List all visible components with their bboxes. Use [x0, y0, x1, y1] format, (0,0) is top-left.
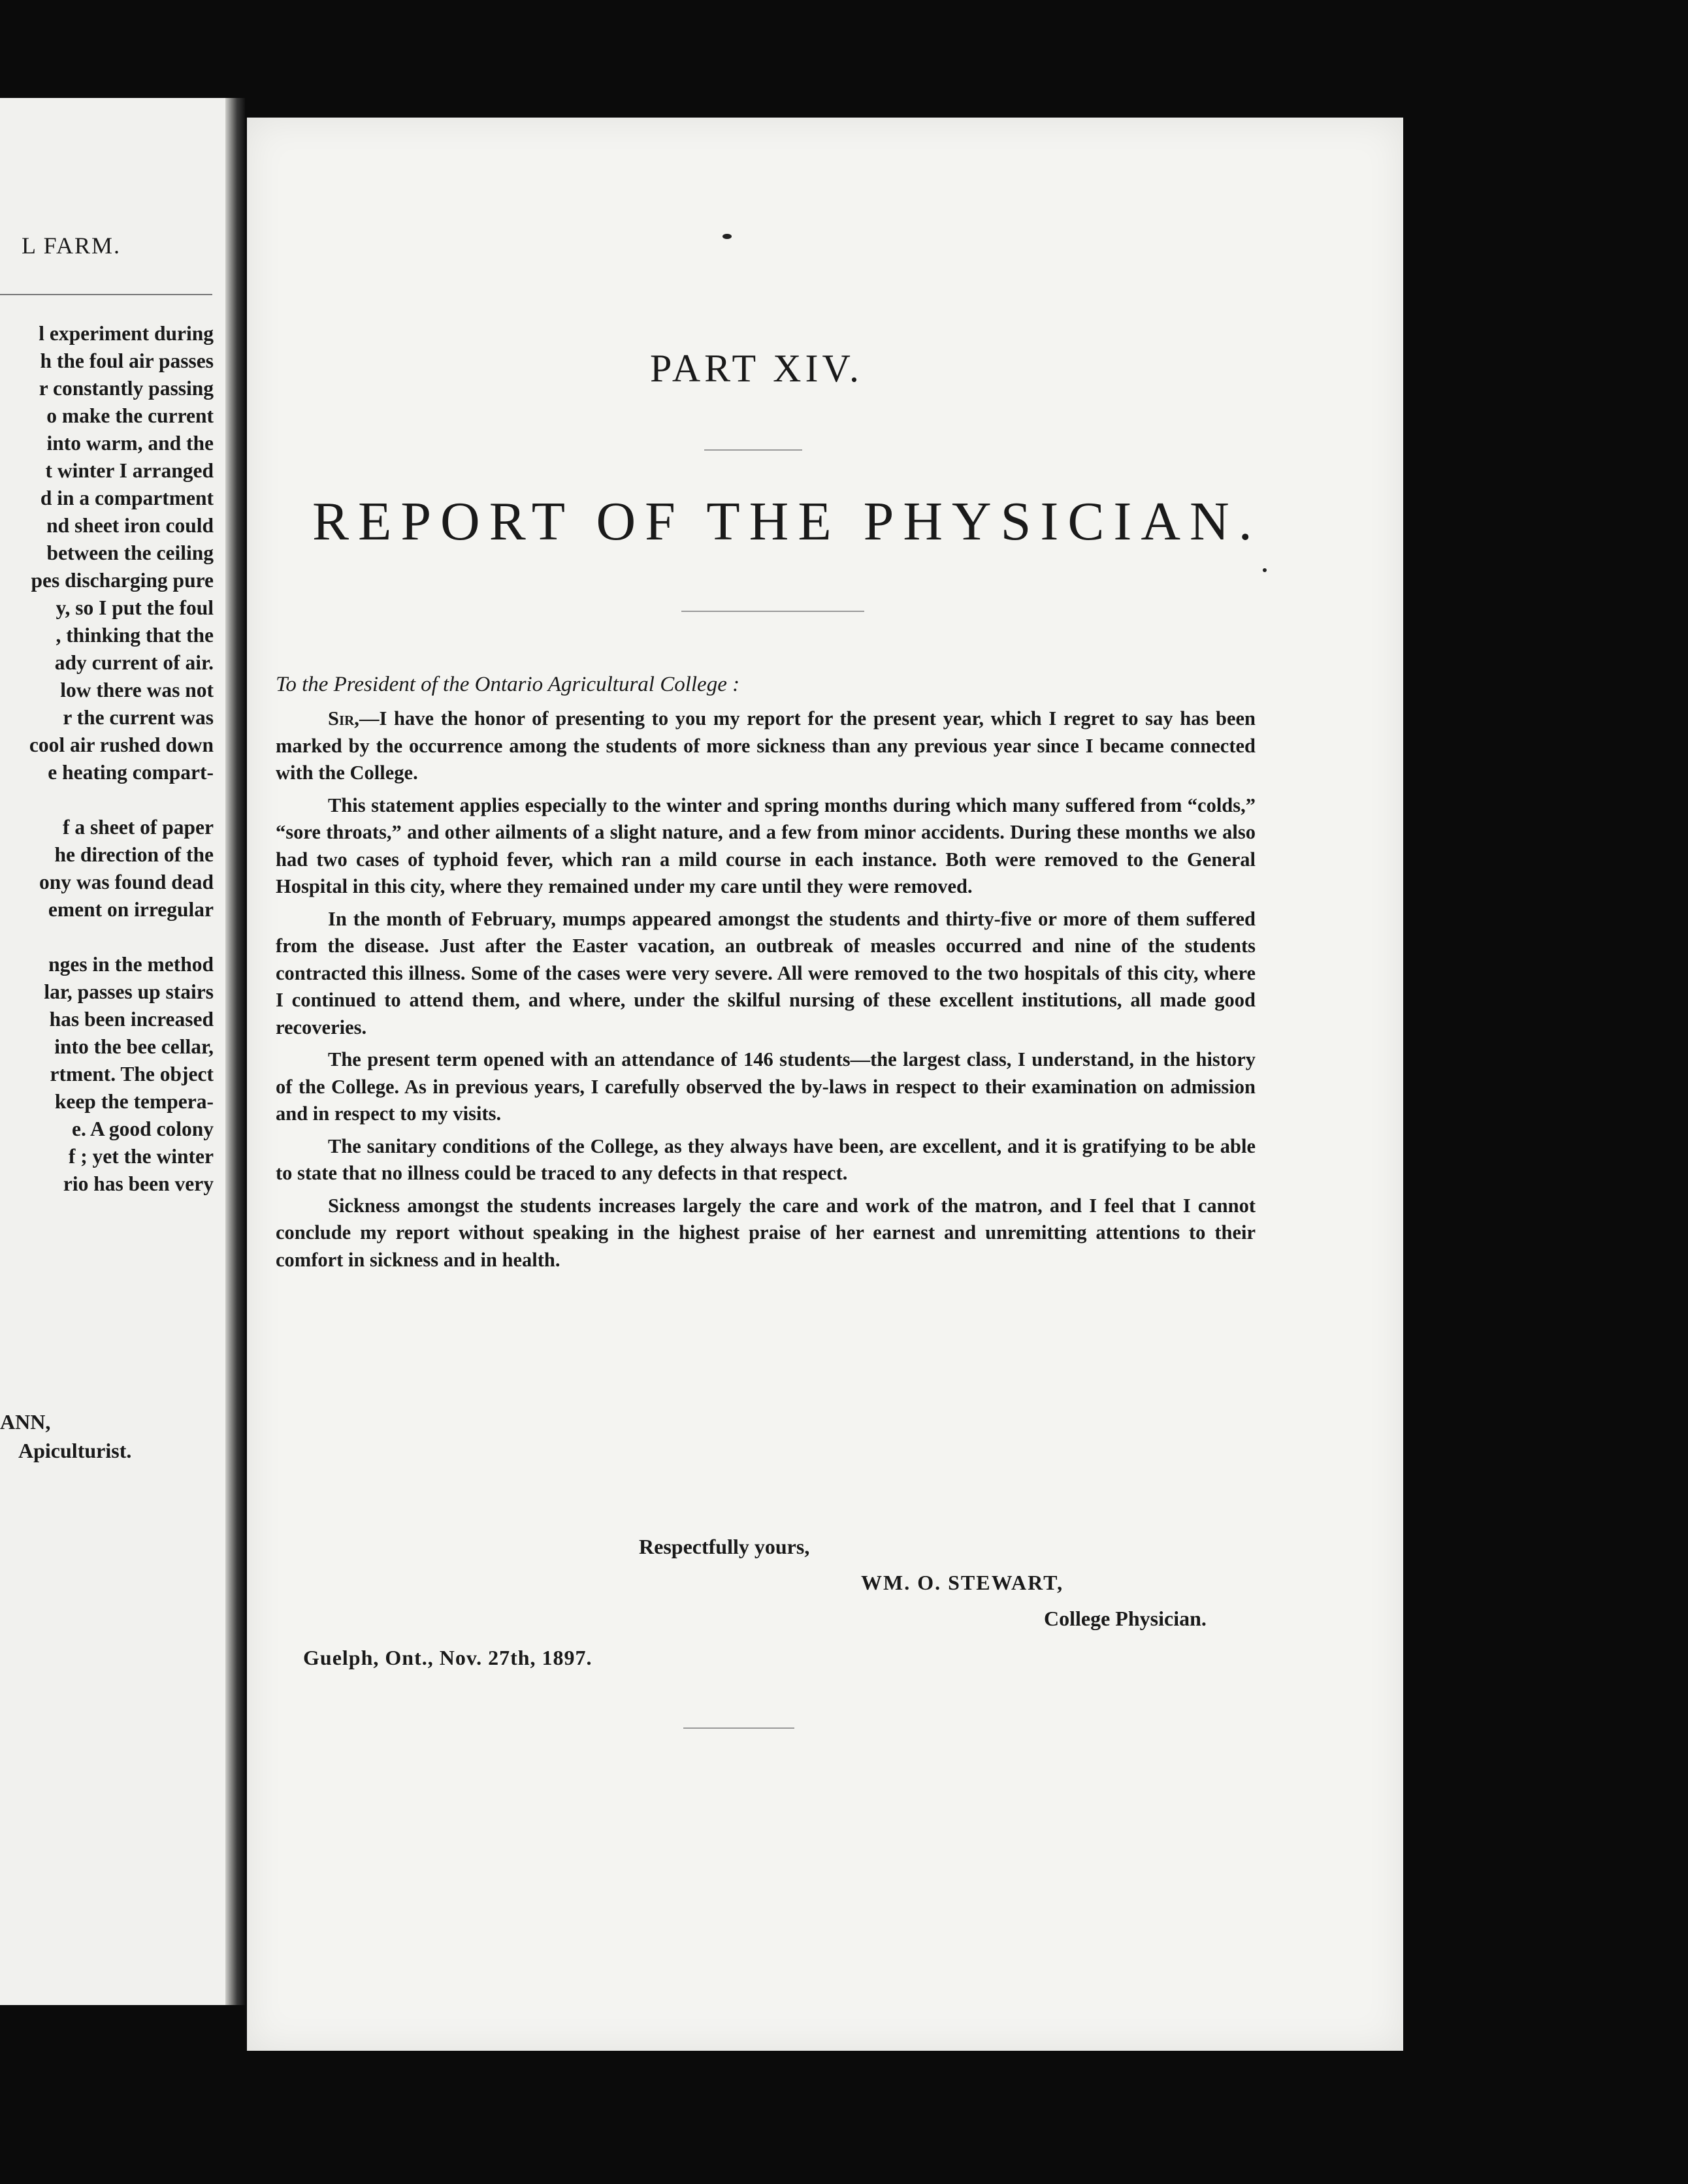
- left-page-line: o make the current: [46, 404, 214, 427]
- report-paragraph: [276, 1133, 1256, 1187]
- left-facing-page: [0, 98, 225, 2005]
- end-rule: [683, 1727, 794, 1729]
- left-page-line: rio has been very: [63, 1172, 214, 1195]
- left-page-line: r constantly passing: [39, 377, 214, 400]
- left-page-line: ady current of air.: [54, 651, 214, 674]
- left-page-line: d in a compartment: [40, 487, 214, 509]
- paragraph-text: The sanitary conditions of the College, as they always have been, are excellent, and it is gratifying to be able to state that no illness could be traced to any defects in that respect.: [276, 1134, 1256, 1184]
- report-paragraph: [276, 1193, 1256, 1274]
- dateline: Guelph, Ont., Nov. 27th, 1897.: [303, 1646, 592, 1669]
- closing-line: Respectfully yours,: [639, 1535, 810, 1558]
- paragraph-text: —I have the honor of presenting to you my report for the present year, which I regret to say has been marked by the occurrence among the students of more sickness than any previous year since I became connected with the College.: [276, 707, 1256, 784]
- left-page-text-column: [0, 320, 214, 1198]
- left-page-line: into the bee cellar,: [54, 1035, 214, 1058]
- left-page-line: f ; yet the winter: [68, 1145, 214, 1168]
- report-paragraph: [276, 906, 1256, 1042]
- left-page-line: h the foul air passes: [40, 349, 214, 372]
- left-page-line: low there was not: [60, 679, 214, 701]
- report-title: REPORT OF THE PHYSICIAN.: [312, 491, 1261, 552]
- title-rule-upper: [704, 449, 802, 451]
- left-page-line: cool air rushed down: [29, 733, 214, 756]
- signer-name: WM. O. STEWART,: [861, 1571, 1064, 1594]
- left-page-line: f a sheet of paper: [63, 816, 214, 839]
- left-page-line: pes discharging pure: [31, 569, 214, 592]
- paragraph-text: The present term opened with an attendance of 146 students—the largest class, I understand, in the history of the College. As in previous years, I carefully observed the by-laws in respect to their examination on admission and in respect to my visits.: [276, 1048, 1256, 1125]
- left-page-running-header: L FARM.: [21, 233, 121, 259]
- part-title: PART XIV.: [649, 347, 864, 390]
- left-page-line: t winter I arranged: [45, 459, 214, 482]
- left-page-signature-name: ANN,: [0, 1410, 51, 1434]
- left-page-line: r the current was: [63, 706, 214, 729]
- left-page-line: keep the tempera-: [54, 1090, 214, 1113]
- left-page-line: ement on irregular: [48, 898, 214, 921]
- paragraph-text: This statement applies especially to the winter and spring months during which many suffered from “colds,” “sore throats,” and other ailments of a slight nature, and a few from minor accidents. During these months we also had two cases of typhoid fever, which ran a mild course in each instance. Both were removed to the General Hospital in this city, where they remained under my care until they were removed.: [276, 794, 1256, 897]
- report-paragraph: [276, 792, 1256, 901]
- left-page-line: lar, passes up stairs: [44, 980, 214, 1003]
- left-page-line: l experiment during: [39, 322, 214, 345]
- salutation: To the President of the Ontario Agricultural College :: [276, 673, 740, 696]
- left-page-line: [0, 786, 214, 814]
- left-page-line: nd sheet iron could: [46, 514, 214, 537]
- left-page-line: ony was found dead: [39, 871, 214, 893]
- left-page-signature: [0, 1407, 132, 1465]
- paragraph-text: Sickness amongst the students increases largely the care and work of the matron, and I feel that I cannot conclude my report without speaking in the highest praise of her earnest and unremitting attentions to their comfort in sickness and in health.: [276, 1194, 1256, 1271]
- left-page-header-rule: [0, 294, 212, 295]
- left-page-line: , thinking that the: [56, 624, 214, 647]
- left-page-line: y, so I put the foul: [56, 596, 214, 619]
- ink-speck: [722, 234, 732, 239]
- paragraph-text: In the month of February, mumps appeared amongst the students and thirty-five or more of them suffered from the disease. Just after the Easter vacation, an outbreak of measles occurred and nine of the students contracted this illness. Some of the cases were very severe. All were removed to the two hospitals of this city, where I continued to attend them, and where, under the skilful nursing of these excellent institutions, all made good recoveries.: [276, 907, 1256, 1038]
- left-page-line: nges in the method: [48, 953, 214, 976]
- signer-title: College Physician.: [1044, 1607, 1207, 1630]
- title-rule-lower: [681, 611, 864, 612]
- left-page-line: between the ceiling: [46, 541, 214, 564]
- left-page-line: e. A good colony: [71, 1117, 214, 1140]
- paragraph-lead-word: Sir,: [328, 707, 359, 730]
- left-page-signature-title: Apiculturist.: [18, 1439, 132, 1462]
- left-page-line: into warm, and the: [46, 432, 214, 455]
- left-page-line: e heating compart-: [48, 761, 214, 784]
- book-gutter: [225, 98, 245, 2005]
- left-page-line: rtment. The object: [50, 1063, 214, 1085]
- report-paragraph: [276, 705, 1256, 787]
- report-paragraph: [276, 1046, 1256, 1128]
- report-body: [276, 705, 1256, 1279]
- report-page: [247, 118, 1403, 2051]
- left-page-line: [0, 923, 214, 951]
- left-page-line: he direction of the: [54, 843, 214, 866]
- ink-speck: [1263, 568, 1267, 572]
- left-page-line: has been increased: [49, 1008, 214, 1031]
